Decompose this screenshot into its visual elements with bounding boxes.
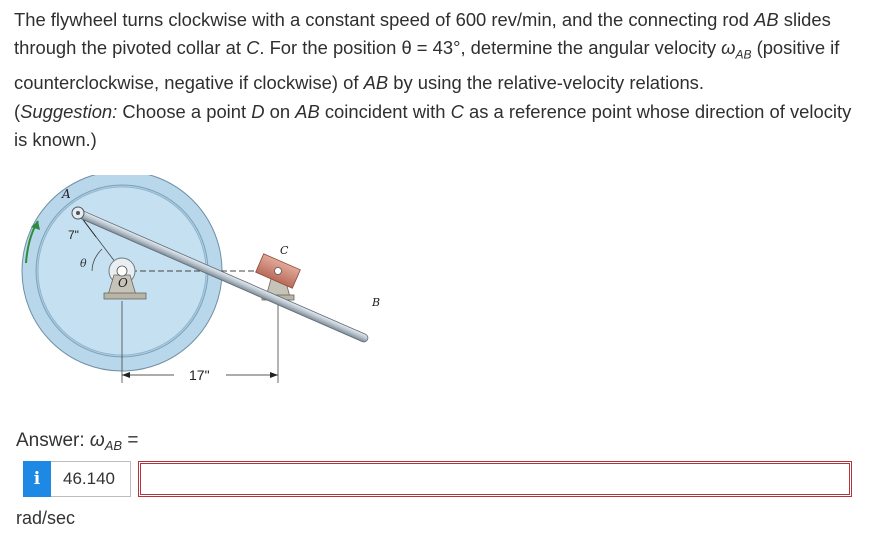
distance-label: 17" xyxy=(189,367,210,383)
answer-label: Answer: $\omega_{AB}$ = xyxy=(16,430,139,453)
unit-label: rad/sec xyxy=(16,508,76,528)
label-B: B xyxy=(372,296,381,309)
label-A: A xyxy=(62,187,71,201)
answer-row xyxy=(23,461,852,497)
info-icon[interactable]: i xyxy=(23,461,51,497)
theta-label: θ xyxy=(80,257,87,270)
label-O: O xyxy=(118,276,128,290)
problem-statement: The flywheel turns clockwise with a constant speed of 600 rev/min, and the connecting rod AB slides through the pivoted collar at C. For the position θ = 43°, determine the angular velocity $\omega_{AB}$ (positive if counterclockwise, negative if clockwise) of AB by using the relative-velocity relations. (Suggestion: Choose a point D on AB coincident with C as a reference point whose direction of velocity is known.) xyxy=(14,9,852,150)
label-C: C xyxy=(280,244,289,257)
radius-label: 7" xyxy=(68,228,79,242)
answer-value: 46.140 xyxy=(51,461,131,497)
flywheel-diagram xyxy=(14,175,394,390)
answer-input-field[interactable] xyxy=(138,461,852,497)
